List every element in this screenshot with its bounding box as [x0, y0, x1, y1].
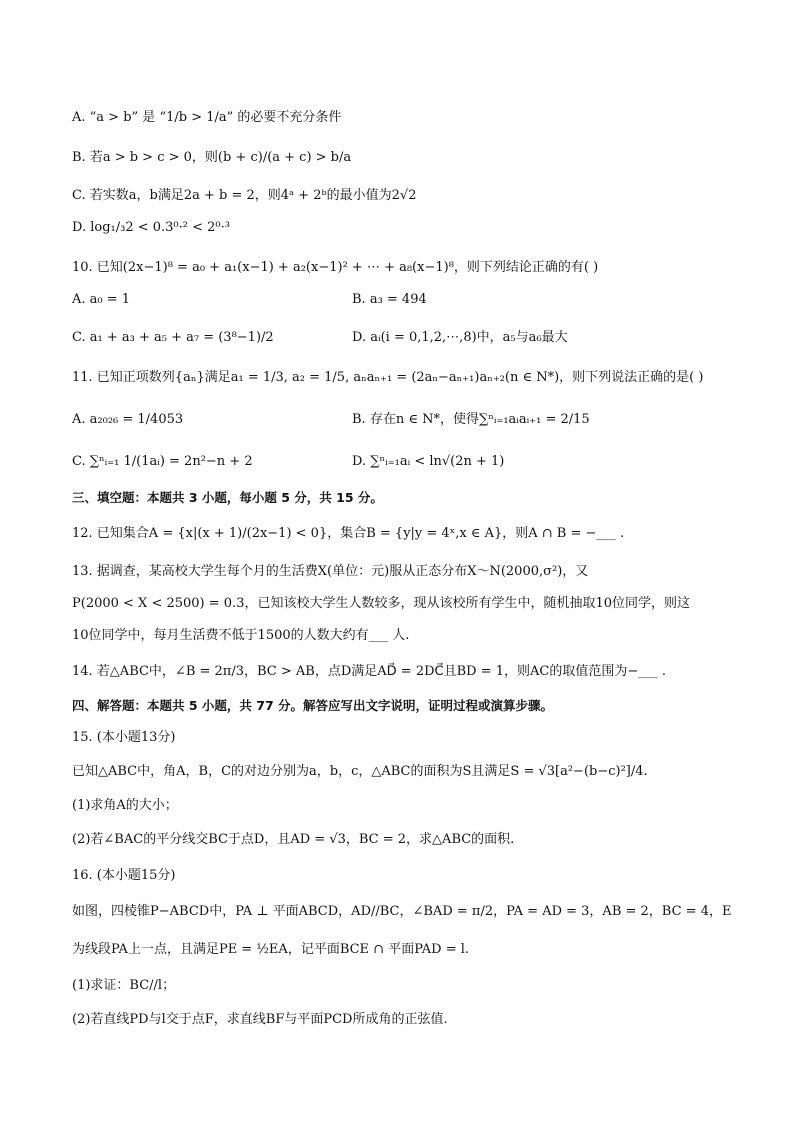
q9-option-d: D. log₁/₃2 < 0.3⁰·² < 2⁰·³ [72, 220, 230, 235]
q11-option-c: C. ∑ⁿᵢ₌₁ 1/(1aᵢ) = 2n²−n + 2 [72, 454, 253, 469]
q15-part1: (1)求角A的大小； [72, 798, 178, 813]
q13-line1: 13. 据调查，某高校大学生每个月的生活费X(单位：元)服从正态分布X～N(2000,σ²)，又 [72, 564, 589, 579]
q15-part2: (2)若∠BAC的平分线交BC于点D，且AD = √3，BC = 2，求△ABC的面积. [72, 832, 515, 847]
q11-options-row2 [72, 452, 752, 474]
q10-options-row1 [72, 290, 752, 312]
q9-option-c: C. 若实数a，b满足2a + b = 2，则4ᵃ + 2ᵇ的最小值为2√2 [72, 188, 417, 203]
q16-part2: (2)若直线PD与l交于点F，求直线BF与平面PCD所成角的正弦值. [72, 1012, 448, 1027]
section-solve-heading: 四、解答题：本题共 5 小题，共 77 分。解答应写出文字说明，证明过程或演算步骤。 [72, 698, 554, 713]
q16-line2: 为线段PA上一点，且满足PE = ½EA，记平面BCE ∩ 平面PAD = l. [72, 942, 470, 957]
q15-title: 15. (本小题13分) [72, 730, 176, 745]
q11-option-d: D. ∑ⁿᵢ₌₁aᵢ < ln√(2n + 1) [352, 454, 505, 469]
q9-option-a: A. “a > b” 是 “1/b > 1/a” 的必要不充分条件 [72, 110, 342, 125]
q10-options-row2 [72, 328, 752, 350]
q16-title: 16. (本小题15分) [72, 868, 176, 883]
q11-stem: 11. 已知正项数列{aₙ}满足a₁ = 1/3, a₂ = 1/5, aₙaₙ₊₁ = (2aₙ−aₙ₊₁)aₙ₊₂(n ∈ N*)，则下列说法正确的是( ) [72, 370, 704, 385]
q16-part1: (1)求证：BC//l； [72, 978, 176, 993]
section-fill-in-heading: 三、填空题：本题共 3 小题，每小题 5 分，共 15 分。 [72, 490, 383, 505]
q9-option-b: B. 若a > b > c > 0，则(b + c)/(a + c) > b/a [72, 150, 352, 165]
q11-options-row1 [72, 410, 752, 432]
q10-option-a: A. a₀ = 1 [72, 292, 131, 307]
q13-line2: P(2000 < X < 2500) = 0.3，已知该校大学生人数较多，现从该校所有学生中，随机抽取10位同学，则这 [72, 596, 691, 611]
q14-text: 14. 若△ABC中，∠B = 2π/3，BC > AB，点D满足AD⃗ = 2DC⃗且BD = 1，则AC的取值范围为−___ . [72, 664, 666, 679]
q11-option-a: A. a₂₀₂₆ = 1/4053 [72, 412, 184, 427]
q15-line1: 已知△ABC中，角A，B，C的对边分别为a，b，c，△ABC的面积为S且满足S = √3[a²−(b−c)²]/4. [72, 764, 648, 779]
q10-option-b: B. a₃ = 494 [352, 292, 427, 307]
q10-option-c: C. a₁ + a₃ + a₅ + a₇ = (3⁸−1)/2 [72, 330, 274, 345]
q10-option-d: D. aᵢ(i = 0,1,2,⋯,8)中，a₅与a₆最大 [352, 330, 568, 345]
q12-text: 12. 已知集合A = {x|(x + 1)/(2x−1) < 0}，集合B = {y|y = 4ˣ,x ∈ A}，则A ∩ B = −___ . [72, 526, 625, 541]
q10-stem: 10. 已知(2x−1)⁸ = a₀ + a₁(x−1) + a₂(x−1)² + ⋯ + a₈(x−1)⁸，则下列结论正确的有( ) [72, 260, 599, 275]
q11-option-b: B. 存在n ∈ N*，使得∑ⁿᵢ₌₁aᵢaᵢ₊₁ = 2/15 [352, 412, 590, 427]
q16-line1: 如图，四棱锥P−ABCD中，PA ⊥ 平面ABCD，AD//BC，∠BAD = π/2，PA = AD = 3，AB = 2，BC = 4，E [72, 904, 732, 919]
q13-line3: 10位同学中，每月生活费不低于1500的人数大约有___ 人. [72, 628, 410, 643]
